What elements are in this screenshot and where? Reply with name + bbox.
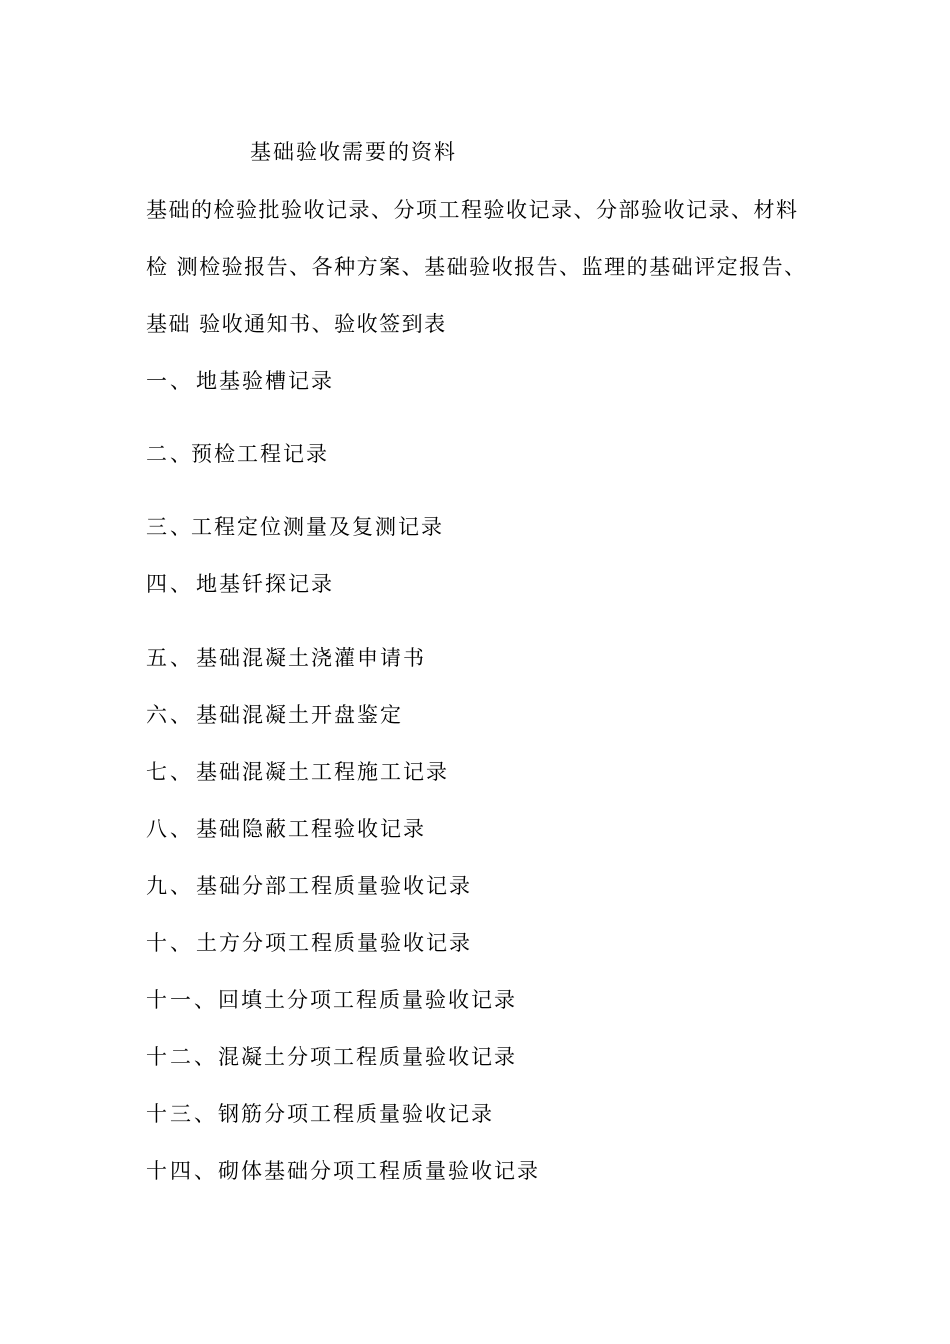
item-number: 二、 [146, 442, 194, 466]
list-item-8 [146, 813, 426, 843]
item-number: 十二、 [146, 1045, 218, 1069]
item-number: 十四、 [146, 1159, 218, 1183]
item-number: 十三、 [146, 1102, 218, 1126]
list-item-13 [146, 1098, 494, 1128]
item-text: 预检工程记录 [191, 442, 329, 466]
item-number: 九、 [146, 874, 194, 898]
document-title: 基础验收需要的资料 [250, 140, 457, 164]
item-text: 基础混凝土工程施工记录 [196, 760, 449, 784]
item-text: 地基验槽记录 [196, 369, 334, 393]
list-item-3 [146, 511, 444, 541]
list-item-7 [146, 756, 449, 786]
intro-line-1: 基础的检验批验收记录、分项工程验收记录、分部验收记录、材料 [146, 198, 799, 222]
item-text: 基础混凝土浇灌申请书 [196, 646, 426, 670]
list-item-6 [146, 699, 403, 729]
item-number: 十、 [146, 931, 194, 955]
item-text: 地基钎探记录 [196, 572, 334, 596]
list-item-14 [146, 1155, 540, 1185]
item-text: 基础分部工程质量验收记录 [196, 874, 472, 898]
intro-line-2: 检 测检验报告、各种方案、基础验收报告、监理的基础评定报告、 [146, 255, 807, 279]
intro-line-3: 基础 验收通知书、验收签到表 [146, 312, 447, 336]
list-item-2 [146, 438, 329, 468]
item-text: 工程定位测量及复测记录 [191, 515, 444, 539]
list-item-10 [146, 927, 472, 957]
list-item-1 [146, 365, 334, 395]
list-item-5 [146, 642, 426, 672]
item-number: 十一、 [146, 988, 218, 1012]
item-number: 六、 [146, 703, 194, 727]
item-text: 砌体基础分项工程质量验收记录 [218, 1159, 540, 1183]
item-text: 土方分项工程质量验收记录 [196, 931, 472, 955]
item-text: 钢筋分项工程质量验收记录 [218, 1102, 494, 1126]
item-number: 三、 [146, 515, 194, 539]
item-text: 回填土分项工程质量验收记录 [218, 988, 517, 1012]
list-item-12 [146, 1041, 517, 1071]
item-number: 四、 [146, 572, 194, 596]
list-item-11 [146, 984, 517, 1014]
item-number: 七、 [146, 760, 194, 784]
item-number: 五、 [146, 646, 194, 670]
list-item-4 [146, 568, 334, 598]
item-number: 八、 [146, 817, 194, 841]
list-item-9 [146, 870, 472, 900]
item-number: 一、 [146, 369, 194, 393]
item-text: 混凝土分项工程质量验收记录 [218, 1045, 517, 1069]
item-text: 基础混凝土开盘鉴定 [196, 703, 403, 727]
item-text: 基础隐蔽工程验收记录 [196, 817, 426, 841]
